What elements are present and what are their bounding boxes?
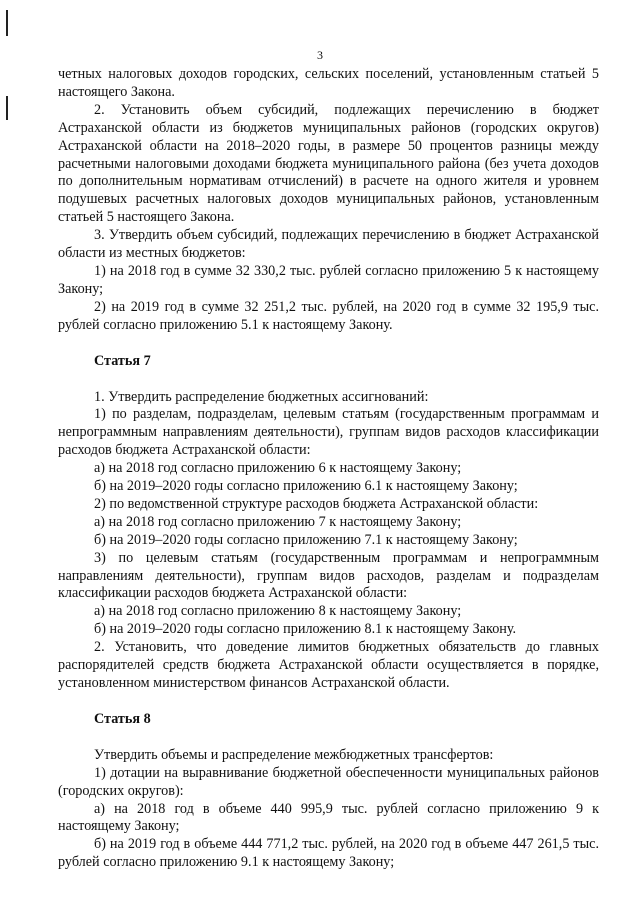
paragraph: 2. Установить, что доведение лимитов бюджетных обязательств до главных распорядителей средств бюджета Астраханской области осуществляется в порядке, установленном министерством финансов Астраханской области. <box>58 639 599 691</box>
paragraph: а) на 2018 год согласно приложению 6 к настоящему Закону; <box>94 460 462 477</box>
page-number: 3 <box>317 48 323 62</box>
paragraph: 2. Установить объем субсидий, подлежащих перечислению в бюджет Астраханской области из бюджетов муниципальных районов (городских округов) Астраханской области на 2018–2020 годы, в размере 50 процентов разницы между расчетными налоговыми доходами бюджета муниципального района (без учета доходов по дополнительным нормативам отчислений) в расчете на одного жителя и уровнем подушевых расчетных налоговых доходов муниципальных районов, установленным статьей 5 настоящего Закона. <box>58 101 599 226</box>
article-8-heading: Статья 8 <box>94 710 151 727</box>
paragraph: четных налоговых доходов городских, сельских поселений, установленным статьей 5 настоящего Закона. <box>58 66 599 100</box>
paragraph: 3) по целевым статьям (государственным программам и непрограммным направлениям деятельности), группам видов расходов, разделам и подразделам классификации расходов бюджета Астраханской области: <box>58 549 599 602</box>
paragraph: 1) на 2018 год в сумме 32 330,2 тыс. рублей согласно приложению 5 к настоящему Закону; <box>58 262 599 297</box>
paragraph: а) на 2018 год в объеме 440 995,9 тыс. рублей согласно приложению 9 к настоящему Закону; <box>58 800 599 835</box>
paragraph: 3. Утвердить объем субсидий, подлежащих перечислению в бюджет Астраханской области из местных бюджетов: <box>58 227 599 262</box>
scan-edge-mark-top <box>6 10 8 36</box>
paragraph: 1. Утвердить распределение бюджетных ассигнований: <box>94 388 429 405</box>
paragraph: б) на 2019–2020 годы согласно приложению 7.1 к настоящему Закону; <box>94 531 518 548</box>
paragraph: 1) по разделам, подразделам, целевым статьям (государственным программам и непрограммным направлениям деятельности), группам видов расходов классификации расходов бюджета Астраханской области: <box>58 406 599 459</box>
article-7-heading: Статья 7 <box>94 352 151 369</box>
paragraph: б) на 2019–2020 годы согласно приложению 6.1 к настоящему Закону; <box>94 478 518 495</box>
paragraph: а) на 2018 год согласно приложению 8 к настоящему Закону; <box>94 603 462 620</box>
scan-edge-mark-middle <box>6 96 8 120</box>
paragraph: Утвердить объемы и распределение межбюджетных трансфертов: <box>94 746 494 763</box>
paragraph: б) на 2019 год в объеме 444 771,2 тыс. рублей, на 2020 год в объеме 447 261,5 тыс. рублей согласно приложению 9.1 к настоящему Закону; <box>58 836 599 871</box>
paragraph: 2) по ведомственной структуре расходов бюджета Астраханской области: <box>94 495 539 512</box>
paragraph: б) на 2019–2020 годы согласно приложению 8.1 к настоящему Закону. <box>94 621 517 638</box>
paragraph: 1) дотации на выравнивание бюджетной обеспеченности муниципальных районов (городских округов): <box>58 764 599 799</box>
paragraph: 2) на 2019 год в сумме 32 251,2 тыс. рублей, на 2020 год в сумме 32 195,9 тыс. рублей согласно приложению 5.1 к настоящему Закону. <box>58 298 599 333</box>
document-body <box>58 66 599 872</box>
paragraph: а) на 2018 год согласно приложению 7 к настоящему Закону; <box>94 513 462 530</box>
